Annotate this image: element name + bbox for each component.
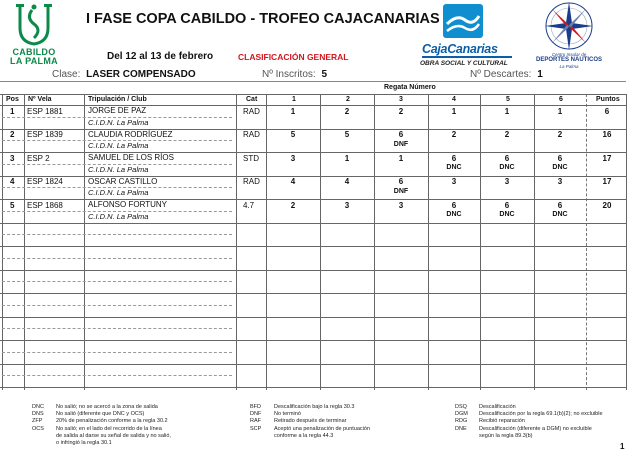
cajacanarias-tagline: OBRA SOCIAL Y CULTURAL [420,60,508,67]
legend-description: según la regla 89.3(b) [479,432,533,439]
column-divider [480,94,481,390]
column-divider [24,94,25,390]
class-info-row [0,68,626,82]
column-divider [236,94,237,390]
col-points-header: Puntos [596,96,620,103]
legend-entry [32,411,171,418]
column-divider [84,94,85,390]
legend-entry [250,433,370,440]
legend-entry [32,418,171,425]
cajacanarias-wave-icon [443,4,483,38]
column-divider [428,94,429,390]
legend-code: ZFP [32,418,43,425]
col-r3-header: 3 [399,96,403,103]
row-line [0,270,626,271]
legend-code: OCS [32,425,44,432]
row-points: 17 [602,177,612,186]
row-midline [2,352,232,353]
legend-entry [32,404,171,411]
legend-description: No salió (diferente que DNC y OCS) [56,411,145,418]
col-cat-header: Cat [246,96,258,103]
row-category: 4.7 [243,200,255,210]
row-race-3-score: 6 [398,130,404,139]
row-category: STD [243,153,259,163]
cidn-line3: La Palma [559,64,579,69]
legend-code [250,433,274,440]
cajacanarias-brand: CajaCanarias [422,42,498,56]
row-race-1-score: 5 [290,130,296,139]
column-divider [266,94,267,390]
row-race-2-score: 4 [344,177,350,186]
row-points: 16 [602,130,612,139]
legend-description: conforme a la regla 44.3 [274,432,334,439]
legend-description: Descalificación bajo la regla 30.3 [274,404,355,410]
row-line [0,317,626,318]
legend-entry [250,418,370,425]
cabildo-logo-line2: LA PALMA [10,56,58,66]
legend-code: DNC [32,404,44,410]
row-sailor-name: OSCAR CASTILLO [88,176,158,186]
page-title: I FASE COPA CABILDO - TROFEO CAJACANARIAS [86,11,440,27]
row-race-3-score: 1 [398,153,404,163]
discards-field [470,69,543,80]
legend-description: Descalificación por la regla 69.1(b)(2); no excluible [479,411,603,418]
legend-entry [250,411,370,418]
cidn-line2: DEPORTES NAUTICOS [535,57,602,63]
row-race-5-score: 6 [504,200,510,210]
row-race-5-score: 3 [504,177,510,186]
row-line [0,364,626,365]
legend-code [455,433,479,440]
row-pos: 5 [10,200,15,210]
column-divider [374,94,375,390]
legend-description: de salida al darse su señal de salida y no salió, [56,432,171,439]
col-r1-header: 1 [292,96,296,103]
row-midline [2,281,232,282]
row-line [0,246,626,247]
legend-entry [455,433,603,440]
row-race-4-score: 6 [451,200,457,210]
row-race-5-code: DNC [499,164,515,171]
row-sail-number: ESP 1881 [27,106,63,116]
row-race-4-code: DNC [446,211,462,218]
row-category: RAD [243,177,260,186]
row-race-6-score: 3 [557,177,563,186]
legend-entry [250,426,370,433]
row-race-4-score: 1 [451,106,457,116]
row-midline [2,258,232,259]
row-race-1-score: 3 [290,153,296,163]
cabildo-emblem-icon [12,2,56,48]
col-crew-header: Tripulación / Club [88,96,147,103]
row-midline [2,234,232,235]
row-line [0,387,626,388]
row-race-3-score: 2 [398,106,404,116]
row-race-6-score: 1 [557,106,563,116]
row-line [0,340,626,341]
column-divider [320,94,321,390]
row-race-5-score: 1 [504,106,510,116]
legend-code: RDG [455,418,468,425]
row-points: 6 [604,106,610,116]
legend-code: DNF [250,411,262,418]
row-race-4-score: 2 [451,130,457,139]
cabildo-logo [8,2,60,72]
legend-entry [455,418,603,425]
row-race-3-code: DNF [393,187,409,195]
row-race-4-code: DNC [446,164,462,171]
discards-value: 1 [537,69,543,80]
row-sail-number: ESP 1839 [27,130,63,139]
row-race-4-score: 6 [451,153,457,163]
legend-code: DGM [455,411,468,418]
cajacanarias-underline [422,56,512,58]
row-pos: 4 [10,177,15,186]
legend-description: o infringió la regla 30.1 [56,440,112,447]
classification-heading: CLASIFICACIÓN GENERAL [238,52,349,62]
row-race-3-score: 3 [398,200,404,210]
legend-description: Aceptó una penalización de puntuación [274,425,371,432]
cajacanarias-logo [410,4,520,74]
class-value: LASER COMPENSADO [86,69,196,80]
row-race-3-code: DNF [393,140,409,148]
results-table [0,84,626,390]
column-divider [534,94,535,390]
row-sailor-name: ALFONSO FORTUNY [88,200,167,209]
row-pos: 3 [10,153,15,163]
row-race-6-score: 2 [557,130,563,139]
row-race-3-score: 6 [398,177,404,186]
row-midline [2,375,232,376]
row-club: C.I.D.N. La Palma [88,141,149,150]
row-race-5-score: 2 [504,130,510,139]
col-sail-header: Nº Vela [28,96,52,103]
row-club: C.I.D.N. La Palma [88,211,149,221]
row-category: RAD [243,130,260,139]
class-field [52,69,196,80]
regatta-number-header: Regata Número [384,84,436,91]
cabildo-logo-line1: CABILDO [12,47,56,57]
legend-description: No salió; no se acercó a la zona de salida [56,404,158,410]
legend-col2 [250,404,370,440]
row-sail-number: ESP 2 [27,153,50,163]
legend-code: SCP [250,425,262,432]
row-race-1-score: 4 [290,177,296,186]
legend-entry [455,404,603,411]
cidn-logo [534,0,604,76]
row-race-2-score: 2 [344,106,350,116]
legend-entry [32,426,171,433]
legend-entry [32,433,171,440]
row-race-6-score: 6 [557,153,563,163]
class-label: Clase: [52,69,81,80]
header-line [0,94,626,95]
row-club: C.I.D.N. La Palma [88,164,149,174]
legend-code: DNE [455,425,467,432]
row-race-6-code: DNC [552,164,568,171]
col-r6-header: 6 [559,96,563,103]
col-r2-header: 2 [346,96,350,103]
row-line [0,293,626,294]
row-race-1-score: 1 [290,106,296,116]
legend-entry [455,426,603,433]
row-club: C.I.D.N. La Palma [88,188,149,197]
row-sailor-name: CLAUDIA RODRÍGUEZ [88,129,173,139]
row-pos: 2 [10,130,15,139]
col-r4-header: 4 [452,96,456,103]
discards-label: Nº Descartes: [470,69,532,80]
legend-description: Descalificación (diferente a DGM) no excluible [479,425,592,432]
column-divider [626,94,627,390]
row-sailor-name: JORGE DE PAZ [88,106,147,115]
row-race-2-score: 5 [344,130,350,139]
legend-code [32,440,56,447]
entries-field [262,69,327,80]
row-midline [2,305,232,306]
row-category: RAD [243,106,260,116]
entries-value: 5 [321,69,328,80]
legend-code: DNS [32,411,44,418]
legend-col3 [455,404,603,440]
row-club: C.I.D.N. La Palma [88,117,149,127]
row-points: 17 [602,153,612,163]
entries-label: Nº Inscritos: [262,69,316,80]
event-dates: Del 12 al 13 de febrero [107,51,214,62]
legend-description: Retirado después de terminar [274,418,347,425]
column-divider [586,94,587,390]
legend-code: RAF [250,418,261,425]
row-sailor-name: SAMUEL DE LOS RÍOS [88,153,174,162]
row-pos: 1 [10,106,15,116]
row-race-5-score: 6 [504,153,510,163]
page-number: 1 [620,442,625,451]
row-race-2-score: 1 [344,153,350,163]
col-r5-header: 5 [506,96,510,103]
row-points: 20 [602,200,612,210]
row-race-2-score: 3 [344,200,350,210]
row-sail-number: ESP 1824 [27,177,63,186]
row-race-6-code: DNC [552,211,568,218]
legend-entry [32,440,171,447]
legend-entry [455,411,603,418]
row-line [0,223,626,224]
legend-description: No terminó [274,411,301,418]
row-race-1-score: 2 [290,200,296,210]
row-race-4-score: 3 [451,177,457,186]
legend-entry [250,404,370,411]
legend-description: Descalificación [479,404,516,410]
row-race-6-score: 6 [557,200,563,210]
compass-rose-icon [541,0,597,52]
legend-col1 [32,404,171,447]
legend-code: BFD [250,404,261,410]
legend-description: No salió; en el lado del recorrido de la línea [56,425,162,432]
legend-description: Recibió reparación [479,418,525,425]
legend-code: DSQ [455,404,467,410]
legend-code [32,433,56,440]
row-midline [2,328,232,329]
row-race-5-code: DNC [499,211,515,218]
col-pos-header: Pos [6,96,19,103]
column-divider [2,94,3,390]
cidn-line1: Centro Insular de [551,52,587,57]
row-sail-number: ESP 1868 [27,200,63,210]
legend-description: 20% de penalización conforme a la regla 30.2 [56,418,168,425]
